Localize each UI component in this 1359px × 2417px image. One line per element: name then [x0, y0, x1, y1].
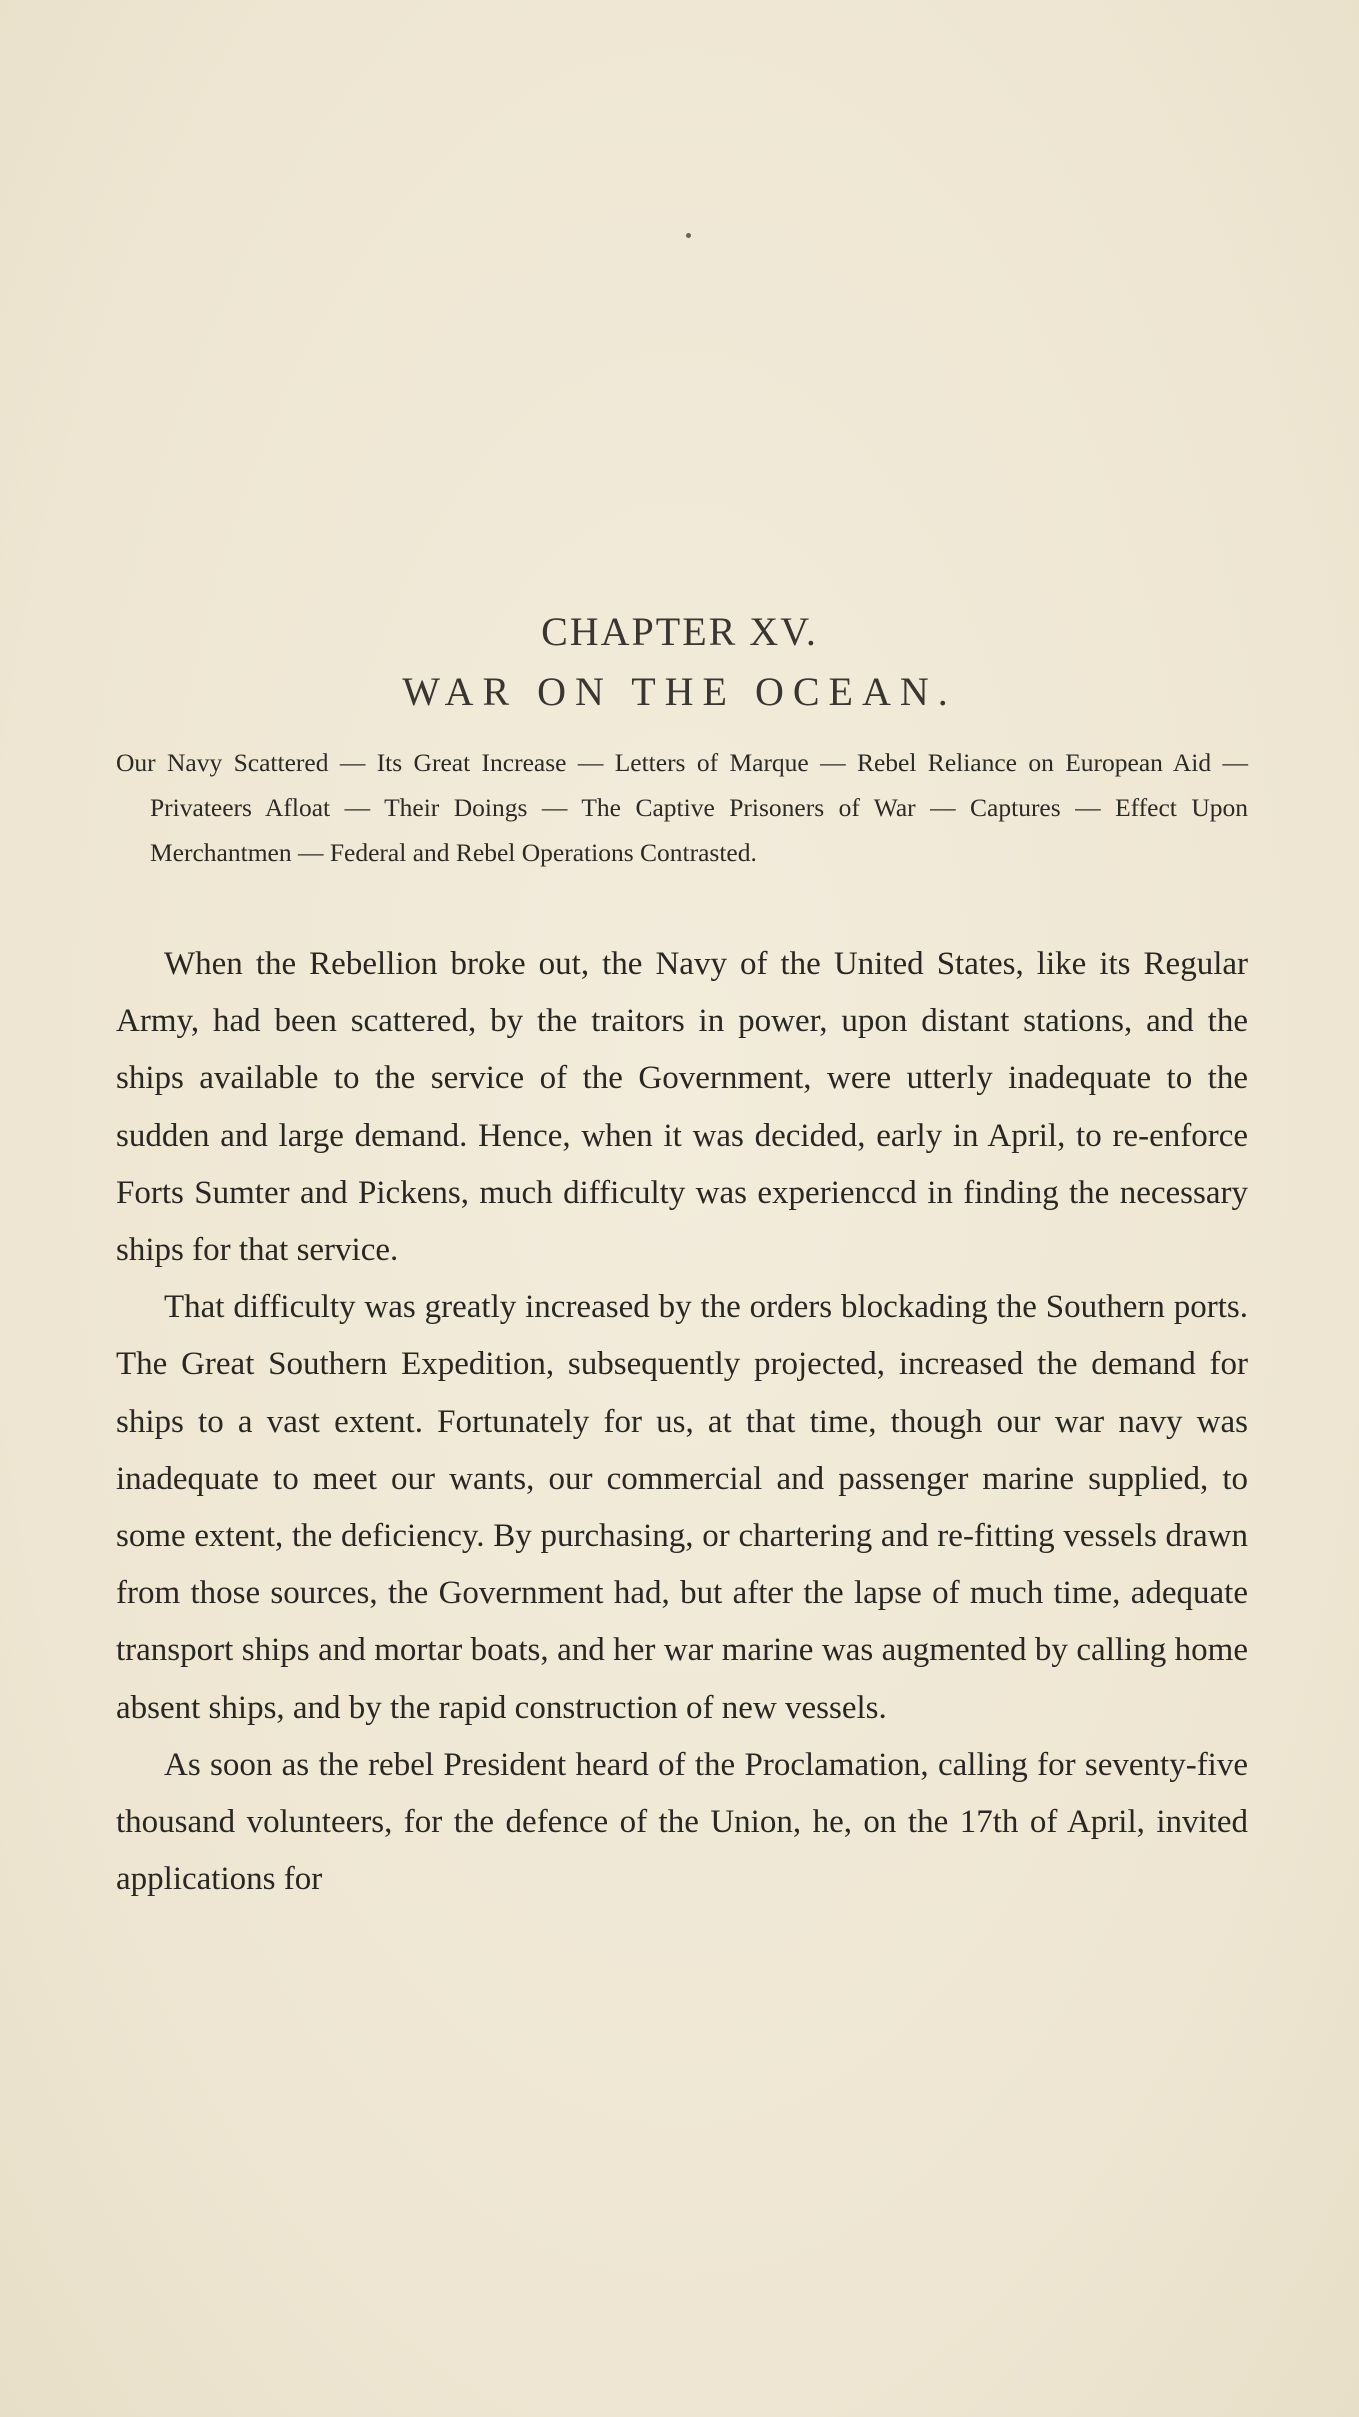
paragraph-1: When the Rebellion broke out, the Navy of the United States, like its Regular Army, had been scattered, by the traitors in power, upon distant stations, and the ships available to the service of the Government, were utterly inadequate to the sudden and large demand. Hence, when it was decided, early in April, to re-enforce Forts Sumter and Pickens, much difficulty was experienccd in finding the necessary ships for that service. — [116, 946, 1248, 1269]
ink-speck — [686, 233, 691, 238]
paragraph-2: That difficulty was greatly increased by the orders blockading the Southern ports. The Great Southern Expedition, subsequently projected, increased the demand for ships to a vast extent. Fortunately for us, at that time, though our war navy was inadequate to meet our wants, our commercial and passenger marine supplied, to some extent, the deficiency. By purchasing, or chartering and re-fitting vessels drawn from those sources, the Government had, but after the lapse of much time, adequate transport ships and mortar boats, and her war marine was augmented by calling home absent ships, and by the rapid construction of new vessels. — [116, 1289, 1248, 1726]
paragraph-3: As soon as the rebel President heard of the Proclamation, calling for seventy-five thousand volunteers, for the defence of the Union, he, on the 17th of April, invited applications for — [116, 1746, 1248, 1898]
chapter-body — [116, 936, 1248, 1908]
chapter-number: CHAPTER XV. — [541, 609, 818, 654]
chapter-synopsis — [116, 740, 1248, 875]
synopsis-text: Our Navy Scattered — Its Great Increase — Letters of Marque — Rebel Reliance on European Aid — Privateers Afloat — Their Doings — The Captive Prisoners of War — Captures — Effect Upon Merchantmen — Federal and Rebel Operations Contrasted. — [116, 748, 1248, 867]
chapter-title: WAR ON THE OCEAN. — [402, 669, 957, 714]
